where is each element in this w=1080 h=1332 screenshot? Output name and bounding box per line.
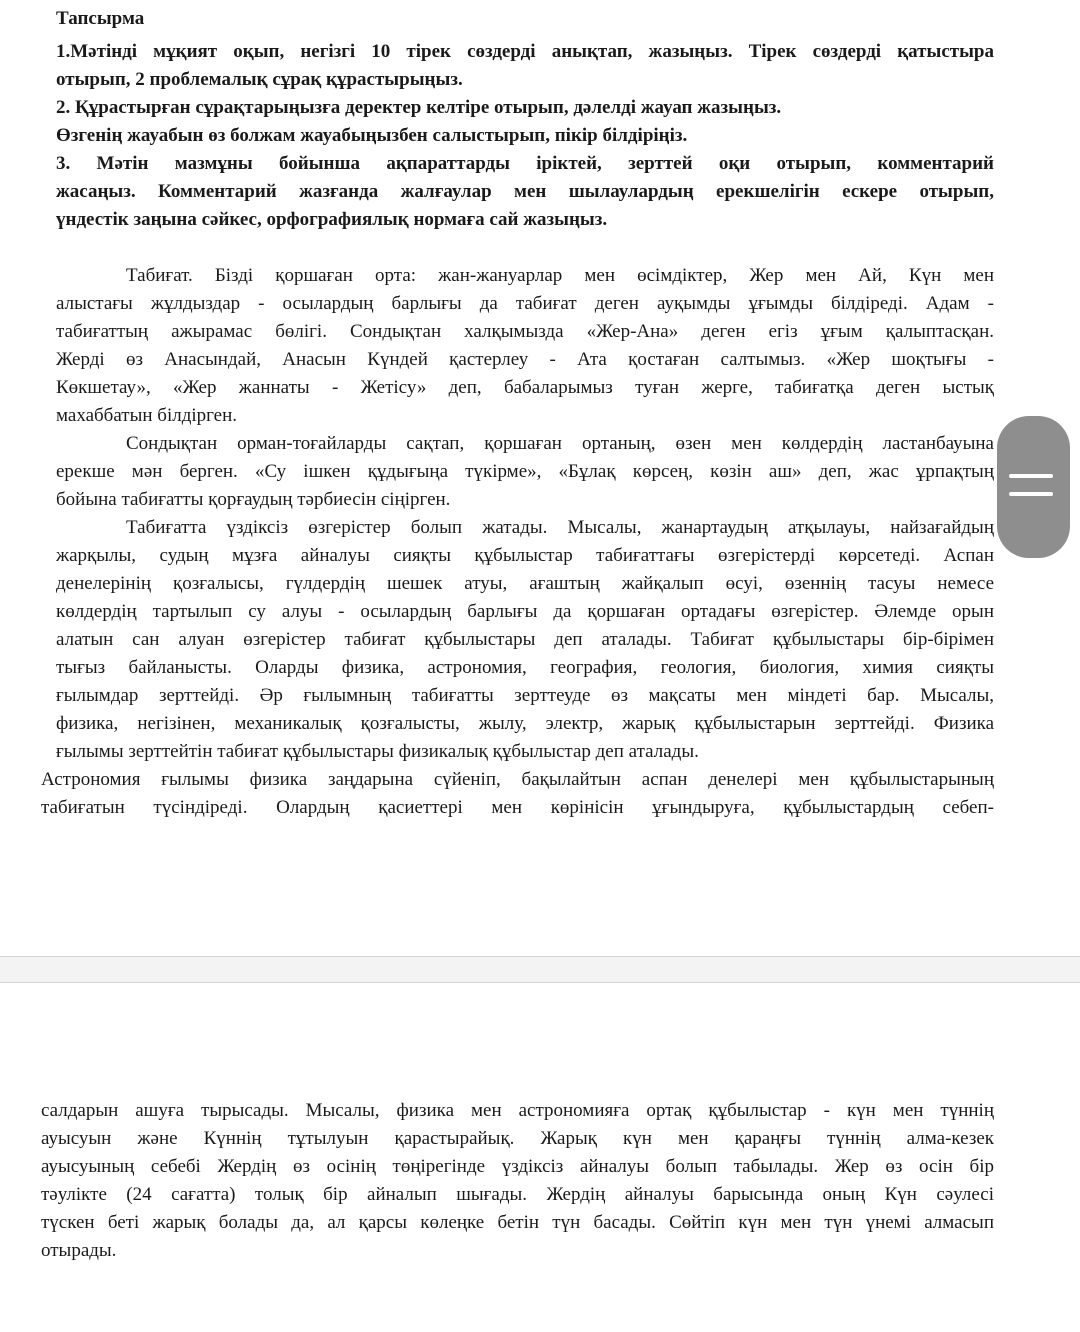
- text-line: ғылымы зерттейтін табиғат құбылыстары физикалық құбылыстар деп аталады.: [56, 741, 699, 762]
- task-line: 3. Мәтін мазмұны бойынша ақпараттарды іріктей, зерттей оқи отырып, комментарий: [56, 153, 994, 174]
- scroll-handle[interactable]: [997, 416, 1070, 558]
- text-line: махаббатын білдірген.: [56, 405, 238, 426]
- task-line: үндестік заңына сәйкес, орфографиялық нормаға сай жазыңыз.: [56, 209, 608, 230]
- text-line: ауысуының себебі Жердің өз осінің төңірегінде үздіксіз айналуы болып табылады. Жер өз осін бір: [41, 1156, 994, 1177]
- task-line: 2. Құрастырған сұрақтарыңызға деректер келтіре отырып, дәлелді жауап жазыңыз.: [56, 97, 782, 118]
- text-line: түскен беті жарық болады да, ал қарсы көлеңке бетін түн басады. Сөйтіп күн мен түн үнемі алмасып: [41, 1212, 994, 1233]
- text-line: денелерінің қозғалысы, гүлдердің шешек атуы, ағаштың жайқалып өсуі, өзеннің тасуы немесе: [56, 573, 994, 594]
- text-line: ауысуын және Күннің тұтылуын қарастырайық. Жарық күн мен қараңғы түннің алма-кезек: [41, 1128, 994, 1149]
- text-line: алыстағы жұлдыздар - осылардың барлығы да табиғат деген ауқымды ұғымды білдіреді. Адам -: [56, 293, 994, 314]
- text-line: жарқылы, судың мұзға айналуы сияқты құбылыстар табиғаттағы өзгерістерді көрсетеді. Аспан: [56, 545, 994, 566]
- text-line: тығыз байланысты. Оларды физика, астрономия, география, геология, биология, химия сияқты: [56, 657, 994, 678]
- text-line: Табиғатта үздіксіз өзгерістер болып жатады. Мысалы, жанартаудың атқылауы, найзағайдың: [126, 517, 994, 538]
- text-line: бойына табиғатты қорғаудың тәрбиесін сіңірген.: [56, 489, 451, 510]
- task-line: Өзгенің жауабын өз болжам жауабыңызбен салыстырып, пікір білдіріңіз.: [56, 125, 688, 146]
- text-line: отырады.: [41, 1240, 117, 1261]
- text-line: Табиғат. Бізді қоршаған орта: жан-жануарлар мен өсімдіктер, Жер мен Ай, Күн мен: [126, 265, 994, 286]
- drag-grip-icon: [1009, 474, 1053, 478]
- text-line: Сондықтан орман-тоғайларды сақтап, қоршаған ортаның, өзен мен көлдердің ластанбауына: [126, 433, 994, 454]
- task-line: 1.Мәтінді мұқият оқып, негізгі 10 тірек сөздерді анықтап, жазыңыз. Тірек сөздерді қатыстыра: [56, 41, 994, 62]
- text-line: Астрономия ғылымы физика заңдарына сүйеніп, бақылайтын аспан денелері мен құбылыстарының: [41, 769, 994, 790]
- text-line: көлдердің тартылып су алуы - осылардың барлығы да қоршаған ортадағы өзгерістер. Әлемде орын: [56, 601, 994, 622]
- text-line: салдарын ашуға тырысады. Мысалы, физика мен астрономияға ортақ құбылыстар - күн мен түннің: [41, 1100, 994, 1121]
- task-heading: Тапсырма: [56, 8, 145, 29]
- text-line: Жерді өз Анасындай, Анасын Күндей қастерлеу - Ата қостаған салтымыз. «Жер шоқтығы -: [56, 349, 994, 370]
- text-line: физика, негізінен, механикалық қозғалысты, жылу, электр, жарық құбылыстарын зерттейді. Физика: [56, 713, 994, 734]
- task-line: отырып, 2 проблемалық сұрақ құрастырыңыз.: [56, 69, 463, 90]
- text-line: табиғаттың ажырамас бөлігі. Сондықтан халқымызда «Жер-Ана» деген егіз ұғым қалыптасқан.: [56, 321, 994, 342]
- text-line: алатын сан алуан өзгерістер табиғат құбылыстары деп аталады. Табиғат құбылыстары бір-бірімен: [56, 629, 994, 650]
- text-line: ерекше мән берген. «Су ішкен құдығыңа түкірме», «Бұлақ көрсең, көзін аш» деп, жас ұрпақтың: [56, 461, 994, 482]
- text-line: табиғатын түсіндіреді. Олардың қасиеттері мен көрінісін ұғындыруға, құбылыстардың себеп-: [41, 797, 994, 818]
- text-line: ғылымдар зерттейді. Әр ғылымның табиғатты зерттеуде өз мақсаты мен міндеті бар. Мысалы,: [56, 685, 994, 706]
- drag-grip-icon: [1009, 492, 1053, 496]
- page-break: [0, 956, 1080, 983]
- task-line: жасаңыз. Комментарий жазғанда жалғаулар мен шылаулардың ерекшелігін ескере отырып,: [56, 181, 994, 202]
- text-line: тәулікте (24 сағатта) толық бір айналып шығады. Жердің айналуы барысында оның Күн сәулесі: [41, 1184, 994, 1205]
- text-line: Көкшетау», «Жер жаннаты - Жетісу» деп, бабаларымыз туған жерге, табиғатқа деген ыстық: [56, 377, 994, 398]
